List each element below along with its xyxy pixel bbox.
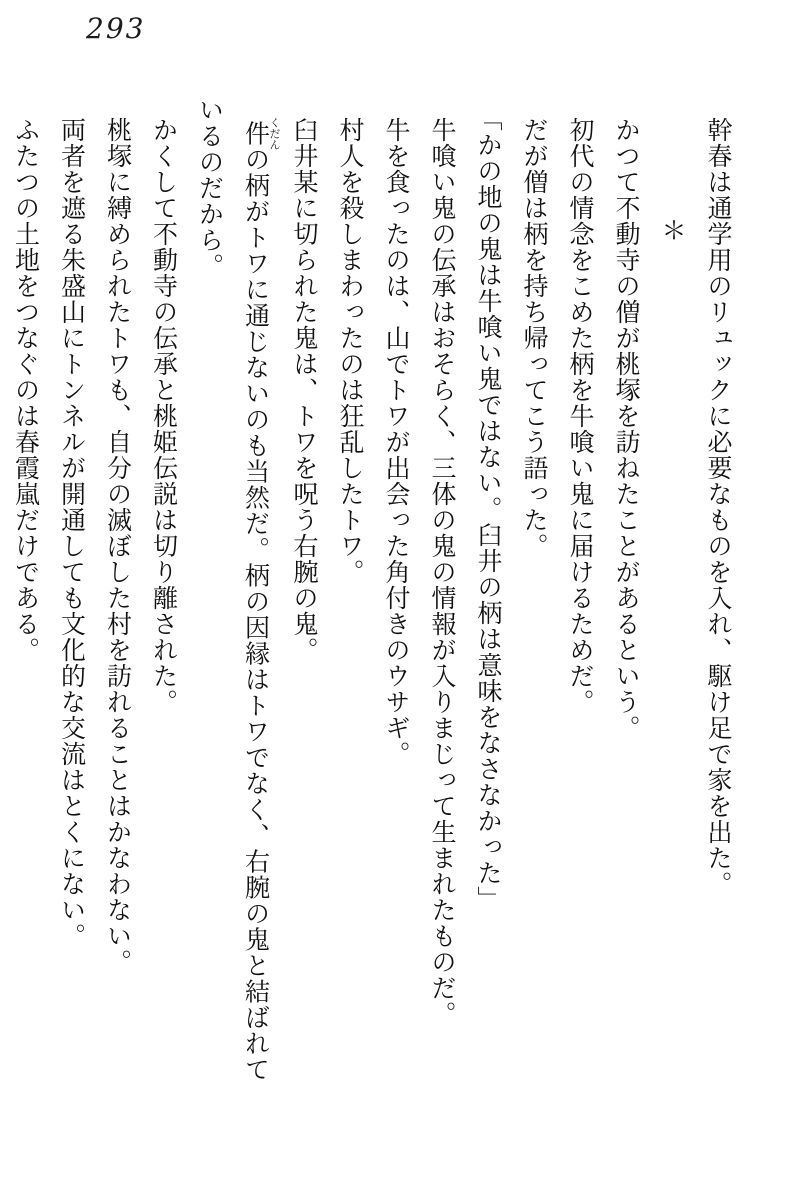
text-line-10 xyxy=(232,97,281,1107)
text-line-8: 村人を殺しまわったのは狂乱したトワ。 xyxy=(336,117,363,585)
text-line-11-continuation: いるのだから。 xyxy=(195,97,223,279)
ruby-furigana: くだん xyxy=(268,117,280,150)
ruby-base: 件 xyxy=(241,117,269,150)
text-line-7: 牛を食ったのは、山でトワが出会った角付きのウサギ。 xyxy=(382,117,409,767)
vertical-text-block xyxy=(2,97,741,1107)
text-line-10-rest: の柄がトワに通じないのも当然だ。柄の因縁はトワでなく、右腕の鬼と結ばれて xyxy=(241,146,269,1083)
text-line-9: 臼井某に切られた鬼は、トワを呪う右腕の鬼。 xyxy=(290,117,317,663)
ruby-kudan xyxy=(241,117,280,150)
text-line-12: かくして不動寺の伝承と桃姫伝説は切り離された。 xyxy=(149,117,177,715)
text-line-1: 幹春は通学用のリュックに必要なものを入れ、駆け足で家を出た。 xyxy=(704,117,731,897)
text-line-5-quote: 「かの地の鬼は牛喰い鬼ではない。臼井の柄は意味をなさなかった」 xyxy=(474,106,501,912)
text-line-13: 桃塚に縛められたトワも、自分の滅ぼした村を訪れることはかなわない。 xyxy=(103,117,131,975)
text-line-4: だが僧は柄を持ち帰ってこう語った。 xyxy=(520,117,547,559)
text-line-15: ふたつの土地をつなぐのは春霞嵐だけである。 xyxy=(11,117,39,663)
section-break-asterisk: ＊ xyxy=(658,217,685,243)
text-line-3: 初代の情念をこめた柄を牛喰い鬼に届けるためだ。 xyxy=(566,117,593,715)
text-line-6: 牛喰い鬼の伝承はおそらく、三体の鬼の情報が入りまじって生まれたものだ。 xyxy=(428,117,455,1027)
text-line-14: 両者を遮る朱盛山にトンネルが開通しても文化的な交流はとくにない。 xyxy=(57,117,85,949)
text-line-2: かつて不動寺の僧が桃塚を訪ねたことがあるという。 xyxy=(612,117,639,741)
page-number: 293 xyxy=(86,12,146,45)
